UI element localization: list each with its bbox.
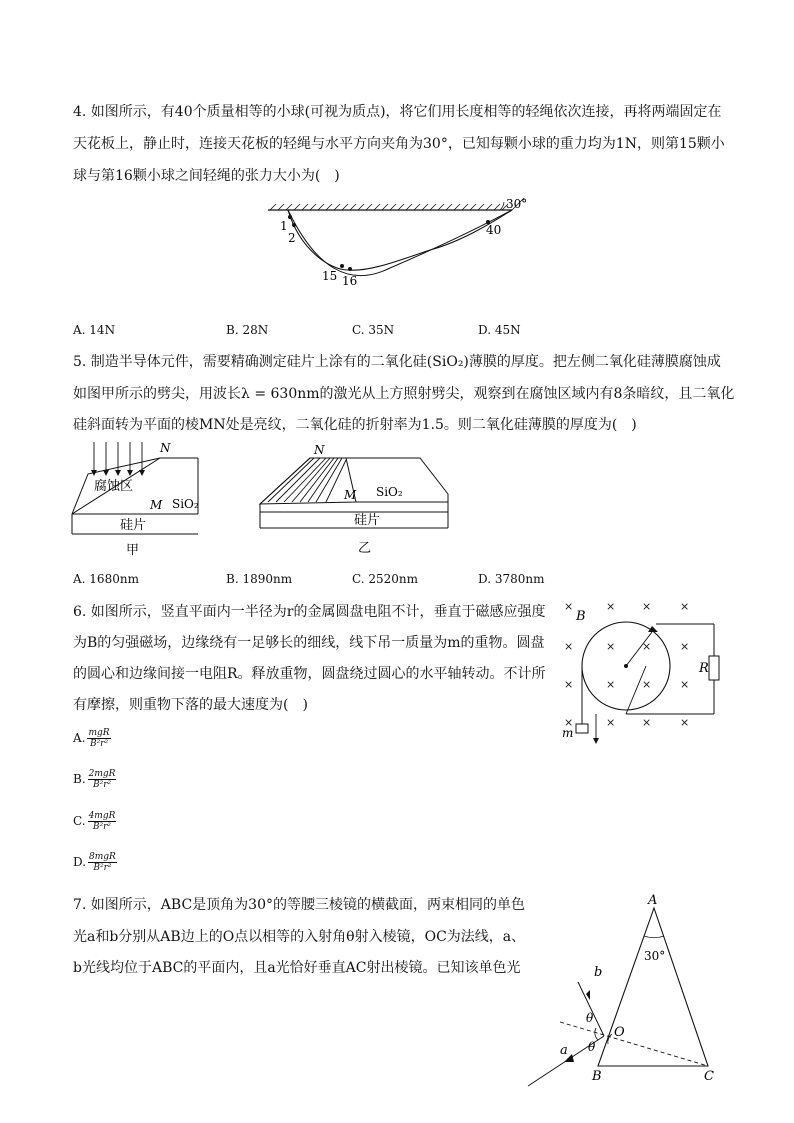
q4-option-a: A. 14N	[73, 323, 116, 337]
label-1: 1	[280, 219, 288, 233]
svg-text:×: ×	[642, 640, 652, 653]
q5-jia-etched-label: 腐蚀区	[94, 479, 134, 494]
svg-text:×: ×	[680, 600, 690, 613]
q6-B-label: B	[576, 609, 586, 624]
q6-line-4: 有摩擦，则重物下落的最大速度为( )	[73, 697, 308, 713]
q5-jia-caption: 甲	[126, 543, 140, 558]
q5-line-1: 5. 制造半导体元件，需要精确测定硅片上涂有的二氧化硅(SiO₂)薄膜的厚度。把左侧二氧化硅薄膜腐蚀成	[73, 354, 721, 370]
svg-text:×: ×	[680, 678, 690, 691]
q5-yi-M: M	[344, 488, 357, 502]
q7-C-label: C	[704, 1069, 714, 1084]
q7-theta-upper: θ	[586, 1011, 594, 1025]
svg-text:×: ×	[606, 716, 616, 729]
svg-text:×: ×	[680, 716, 690, 729]
q5-option-a: A. 1680nm	[73, 572, 139, 586]
q4-line-2: 天花板上，静止时，连接天花板的轻绳与水平方向夹角为30°，已知每颗小球的重力均为1N，则第15颗小	[73, 136, 725, 152]
q4-option-d: D. 45N	[478, 323, 521, 337]
svg-text:×: ×	[642, 600, 652, 613]
q7-prism-figure	[520, 888, 732, 1090]
normal-line	[560, 1022, 708, 1066]
q5-option-c: C. 2520nm	[352, 572, 419, 586]
q5-yi-N: N	[314, 443, 325, 457]
q5-jia-N: N	[160, 441, 171, 455]
q5-line-2: 如图甲所示的劈尖，用波长λ = 630nm的激光从上方照射劈尖，观察到在腐蚀区域内有8条暗纹，且二氧化	[73, 386, 735, 402]
ball-16	[348, 267, 352, 271]
svg-text:×: ×	[606, 600, 616, 613]
svg-text:×: ×	[642, 678, 652, 691]
q7-A-label: A	[648, 893, 658, 908]
q5-option-b: B. 1890nm	[226, 572, 293, 586]
q6-line-1: 6. 如图所示，竖直平面内一半径为r的金属圆盘电阻不计，垂直于磁感应强度	[73, 604, 546, 620]
svg-text:×: ×	[564, 716, 574, 729]
q6-option-c: C. $\frac{\text{4mgR}}{\text{B²r²}}$	[73, 811, 116, 832]
q7-line-2: 光a和b分别从AB边上的O点以相等的入射角θ射入棱镜，OC为法线，a、	[73, 929, 526, 945]
q7-a-label: a	[560, 1043, 568, 1058]
label-2: 2	[288, 231, 296, 245]
ball-2	[292, 223, 296, 227]
q7-O-label: O	[614, 1025, 625, 1040]
q4-line-3: 球与第16颗小球之间轻绳的张力大小为( )	[73, 168, 340, 184]
q7-B-label: B	[592, 1069, 602, 1084]
q4-option-c: C. 35N	[352, 323, 395, 337]
q5-line-3: 硅斜面转为平面的棱MN处是亮纹，二氧化硅的折射率为1.5。则二氧化硅薄膜的厚度为( )	[73, 417, 637, 433]
q4-line-1: 4. 如图所示，有40个质量相等的小球(可视为质点)，将它们用长度相等的轻绳依次连接，再将两端固定在	[73, 104, 722, 120]
q7-angle-label: 30°	[644, 949, 666, 963]
q6-line-2: 为B的匀强磁场，边缘绕有一足够长的细线，线下吊一质量为m的重物。圆盘	[73, 635, 545, 651]
q7-theta-lower: θ	[588, 1040, 596, 1054]
q5-yi-caption: 乙	[358, 541, 372, 556]
q5-jia-sio2-label: SiO₂	[172, 497, 199, 511]
q7-line-1: 7. 如图所示，ABC是顶角为30°的等腰三棱镜的横截面，两束相同的单色	[73, 897, 525, 913]
q5-yi-wafer-label: 硅片	[354, 513, 381, 528]
q4-angle-label: 30°	[506, 197, 528, 211]
q6-option-b: B. $\frac{\text{2mgR}}{\text{B²r²}}$	[73, 769, 116, 790]
ball-15	[340, 264, 344, 268]
q5-option-d: D. 3780nm	[478, 572, 545, 586]
svg-text:×: ×	[606, 678, 616, 691]
q5-jia-wafer-label: 硅片	[120, 518, 147, 533]
label-16: 16	[342, 274, 358, 288]
q6-option-d: D. $\frac{\text{8mgR}}{\text{B²r²}}$	[73, 852, 116, 873]
ray-b	[578, 982, 604, 1036]
q6-option-a: A. $\frac{\text{mgR}}{\text{B²r²}}$	[73, 728, 110, 749]
q6-line-3: 的圆心和边缘间接一电阻R。释放重物，圆盘绕过圆心的水平轴转动。不计所	[73, 666, 546, 682]
rope-curve	[288, 210, 512, 270]
q5-yi-sio2-label: SiO₂	[376, 485, 403, 499]
label-15: 15	[322, 269, 338, 283]
q6-disk-figure	[556, 596, 726, 746]
svg-text:×: ×	[564, 678, 574, 691]
q5-jia-M: M	[150, 498, 163, 512]
ball-1	[288, 215, 292, 219]
q5-figure-jia	[68, 438, 208, 560]
q5-figure-yi	[250, 442, 455, 560]
q6-R-label: R	[699, 661, 709, 676]
label-40: 40	[486, 223, 502, 237]
q4-option-b: B. 28N	[226, 323, 269, 337]
svg-text:×: ×	[564, 600, 574, 613]
svg-text:×: ×	[680, 640, 690, 653]
q7-line-3: b光线均位于ABC的平面内，且a光恰好垂直AC射出棱镜。已知该单色光	[73, 960, 521, 976]
svg-text:×: ×	[564, 640, 574, 653]
prism-triangle	[598, 908, 708, 1066]
q4-ball-chain-figure	[260, 190, 540, 295]
svg-text:×: ×	[606, 640, 616, 653]
hanging-mass	[576, 724, 588, 733]
svg-text:×: ×	[642, 716, 652, 729]
q7-b-label: b	[594, 965, 603, 980]
resistor-R	[709, 656, 719, 680]
q6-m-label: m	[562, 726, 574, 740]
